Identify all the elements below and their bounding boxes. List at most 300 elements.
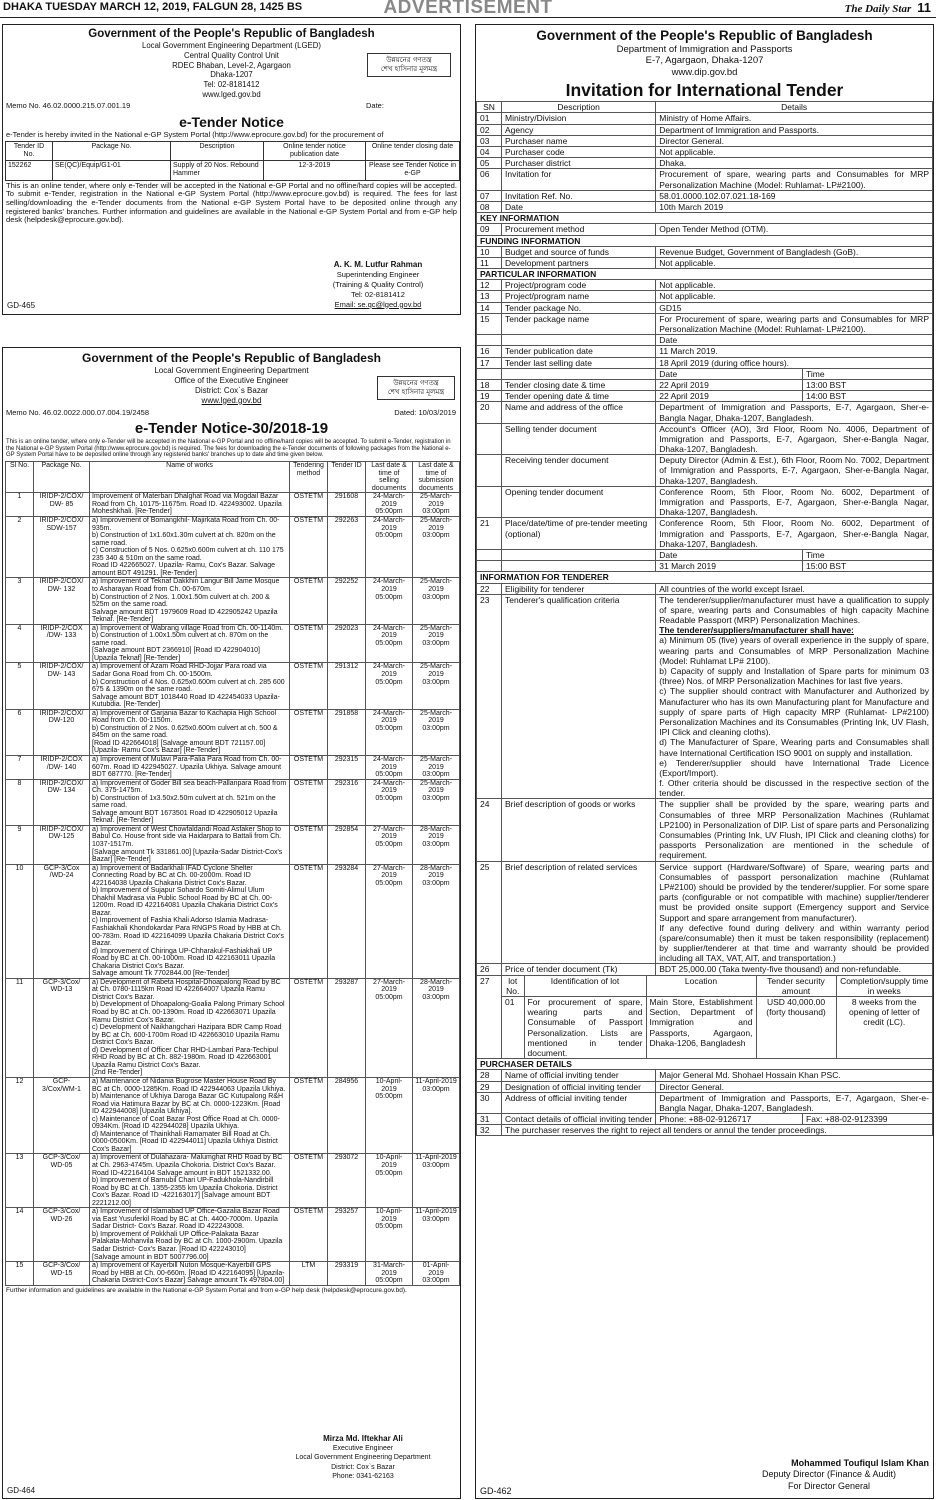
table-row (6, 578, 460, 624)
serial-no: 12 (6, 1077, 34, 1153)
details-text: The tenderer/supplier/manufacturer must have a qualification to supply of spare, wearing parts and Consumables of high capacity Machine Readable Passport (MRP) Personalization Machines. (659, 594, 929, 626)
lot-header-row (502, 976, 932, 997)
tender-id: 293257 (328, 1208, 366, 1262)
selling-deadline: 24-March-2019 05:00pm (366, 624, 413, 663)
table-row (6, 709, 460, 755)
tendering-method: OSTETM (290, 779, 328, 825)
tel-line: Tel: 02-8181412 (203, 80, 260, 90)
unit-line: Central Quality Control Unit (184, 50, 279, 60)
works-name: a) Improvement of Badarkhali IFAD Cyclone Shelter Connecting Road by BC at Ch. 00-2000m. Road ID 422164038 Upazila Chakaria District Cox's Bazar. b) Improvement of Sujapur Sohardo Somiti-Alimul Ulum Dhakhil Madrasa via Public School Road by BC at Ch. 00-1200m. Road ID 422164081 Upazila Chakaria District Cox's Bazar. c) Improvement of Fashia Khali Adorso Islamia Madrasa-Fashiakhali Khondokardar Para RNGPS Road by HBB at Ch. 00-783m. Road ID 422164099 Upazila Chakaria District Cox's Bazar. d) Improvement of Chiringa UP-Chharakul-Fashiakhali UP Road by BC at Ch. 00-1000m. Road ID 422163011 Upazila Chakaria District Cox's Bazar. Salvage amount Tk 7702844.00 [Re-Tender] (90, 864, 290, 978)
details-text: 58.01.0000.102.07.021.18-169 (659, 190, 776, 201)
tender-title: Invitation for International Tender (565, 80, 844, 101)
row-description: Tender package No. (502, 302, 656, 313)
submission-deadline: 25-March-2019 03:00pm (413, 755, 460, 779)
submission-deadline: 25-March-2019 03:00pm (413, 517, 460, 578)
signer-title: Executive Engineer (332, 1445, 394, 1453)
submission-deadline: 28-March-2019 03:00pm (413, 978, 460, 1077)
notice-title: e-Tender Notice (179, 113, 284, 130)
table-row (6, 978, 460, 1077)
office-line: Office of the Executive Engineer (174, 375, 289, 385)
package-table (5, 461, 460, 1286)
table-row (477, 158, 933, 169)
row-sn: 07 (477, 190, 502, 201)
tendering-method: OSTETM (290, 624, 328, 663)
table-row (477, 583, 933, 594)
table-row (6, 624, 460, 663)
row-description: Purchaser name (502, 135, 656, 146)
col-header: Last date & time of selling documents (366, 462, 413, 493)
serial-no: 6 (6, 709, 34, 755)
row-details (656, 486, 933, 518)
row-description: Agency (502, 124, 656, 135)
col-header: Package No. (34, 462, 90, 493)
col-header: Tendering method (290, 462, 328, 493)
row-sn: 31 (477, 1114, 502, 1125)
serial-no: 9 (6, 825, 34, 864)
col-header: Name of works (90, 462, 290, 493)
signer-title: Superintending Engineer (336, 270, 420, 280)
row-details (656, 147, 933, 158)
row-sn: 09 (477, 224, 502, 235)
tender-id: 292854 (328, 825, 366, 864)
details-text: 18 April 2019 (during office hours). (659, 357, 790, 368)
row-date: Date (656, 368, 803, 379)
row-details (656, 113, 933, 124)
details-item: e) Tenderer/supplier should have International Trade Licence (Export/Import). (659, 757, 929, 778)
row-description: Receiving tender document (502, 455, 656, 487)
gd-number: GD-465 (7, 301, 36, 310)
row-description: Opening tender document (502, 486, 656, 518)
selling-deadline: 10-April-2019 05:00pm (366, 1208, 413, 1262)
row-description (502, 561, 656, 572)
dated: Dated: 10/03/2019 (394, 407, 456, 417)
row-details (656, 280, 933, 291)
row-details (656, 799, 933, 861)
row-description: Contact details of official inviting tender (502, 1114, 656, 1125)
row-sn (477, 561, 502, 572)
row-date: Date (656, 549, 803, 560)
package-no: IRIDP-2/COX /DW- 140 (34, 755, 90, 779)
works-name: a) Improvement of Goder Bill sea beach-Pallanpara Road from Ch. 375-1475m. b) Construction of 1x3.50x2.50m culvert at ch. 521m on the same road. Salvage amount BDT 1673501 Road ID 422905012 Upazila Teknaf. [Re-Tender] (90, 779, 290, 825)
table-row (477, 246, 933, 257)
col-header: Online tender closing date (366, 142, 460, 161)
row-date: 22 April 2019 (656, 391, 803, 402)
tendering-method: OSTETM (290, 1077, 328, 1153)
row-description: Tender publication date (502, 346, 656, 357)
table-row (477, 1125, 933, 1136)
details-item: a) Minimum 05 (five) years of overall experience in the supply of spare, wearing parts and Consumables of MRP Personalization Machine (Model: Ruhlamat LP# 2100). (659, 635, 929, 666)
table-row (477, 1081, 933, 1092)
details-text: The supplier shall be provided by the spare, wearing parts and Consumables of three MRP Personalization Machines (Ruhlamat LP2100) in Personalization of DIP. List of spare parts and Personalizing Consumables (Printing Ink, UV Flush, IPI Click and cleaning cloths) for passports Personalization are mentioned in the schedule of requirement. (659, 799, 929, 861)
row-details: Department of Immigration and Passports, E-7, Agargaon, Sher-e-Bangla Nagar, Dhaka-1207, Bangladesh. (656, 1092, 933, 1113)
lged-etender-notice (2, 24, 461, 315)
row-date: 22 April 2019 (656, 379, 803, 390)
row-description: Selling tender document (502, 423, 656, 455)
details-text: GD15 (659, 302, 682, 313)
selling-deadline: 24-March-2019 05:00pm (366, 755, 413, 779)
serial-no: 5 (6, 663, 34, 709)
table-row (6, 1077, 460, 1153)
date-label: Date: (366, 100, 384, 110)
tendering-method: OSTETM (290, 578, 328, 624)
table-row (477, 379, 933, 390)
details-text: Not applicable. (659, 280, 716, 291)
row-sn (477, 368, 502, 379)
row-description (502, 368, 656, 379)
row-description: Tender closing date & time (502, 379, 656, 390)
col-header: Package No. (53, 142, 171, 161)
works-name: a) Development of Rabeta Hospital-Dhoapalong Road by BC at Ch. 0780-1115km Road ID 422664007 Upazila Ramu District Cox's Bazar. b) Development of Dhoapalong-Goalia Palong Primary School Road by BC at Ch. 00-1390m. Road ID 422663071 Upazila Ramu District Cox's Bazar. c) Development of Naikhangchari Hazipara BDR Camp Road by BC at Ch. 600-1700m Road ID 422663010 Upazila Ramu District Cox's Bazar. d) Development of Officer Char RHD-Lambari Para-Techipul RHD Road by BC at Ch. 882-1980m. Road ID 422663001 Upazila Ramu District Cox's Bazar. [2nd Re-Tender] (90, 978, 290, 1077)
selling-deadline: 24-March-2019 05:00pm (366, 517, 413, 578)
package-no: IRIDP-2/COX/ DW- 143 (34, 663, 90, 709)
details-text: Not applicable. (659, 291, 716, 302)
table-row (477, 335, 933, 346)
row-description: Project/program code (502, 280, 656, 291)
table-row (477, 1070, 933, 1081)
details-item: d) The Manufacturer of Spare, Wearing parts and Consumables shall have International Certification ISO 9001 on supply and installation. (659, 737, 929, 758)
tendering-method: OSTETM (290, 864, 328, 978)
row-details (656, 583, 933, 594)
table-row (477, 269, 933, 280)
table-row (477, 302, 933, 313)
lot-col-header: Identification of lot (524, 976, 646, 997)
serial-no: 10 (6, 864, 34, 978)
serial-no: 4 (6, 624, 34, 663)
details-text: Not applicable. (659, 257, 716, 268)
row-sn (477, 486, 502, 518)
details-text: 11 March 2019. (659, 346, 718, 357)
details-text: Procurement of spare, wearing parts and Consumables for MRP Personalization Machine (Model: Ruhlamat- LP#2100). (659, 169, 929, 190)
notice-title: e-Tender Notice-30/2018-19 (134, 419, 329, 437)
table-row (477, 1114, 933, 1125)
table-row (6, 1154, 460, 1208)
row-description: Name and address of the office (502, 402, 656, 423)
gd-number: GD-462 (480, 1486, 512, 1496)
row-sn: 13 (477, 291, 502, 302)
tender-id: 291858 (328, 709, 366, 755)
package-no: IRIDP-2/COX/ DW- 134 (34, 779, 90, 825)
row-details (656, 257, 933, 268)
submission-deadline: 25-March-2019 03:00pm (413, 779, 460, 825)
tender-id: 293319 (328, 1262, 366, 1286)
serial-no: 1 (6, 493, 34, 517)
selling-deadline: 10-April-2019 05:00pm (366, 1154, 413, 1208)
row-description: Purchaser district (502, 158, 656, 169)
tender-id: 291312 (328, 663, 366, 709)
signer-title: Deputy Director (Finance & Audit) (761, 1469, 897, 1480)
row-sn: 12 (477, 280, 502, 291)
web-line: www.dip.gov.bd (671, 67, 738, 79)
submission-deadline: 01-April-2019 03:00pm (413, 1262, 460, 1286)
table-row (477, 964, 933, 975)
memo-no: Memo No. 46.02.0022.000.07.004.19/2458 (6, 407, 150, 417)
details-item: c) The supplier should contract with Manufacturer and Authorized by Manufacturer who has its own Manufacturing plant for Manufacture and supply of spare parts of High capacity MRP (Ruhlamat- LP#2100) Personalization Machines and its Consumables (Printing Ink, UV Flash, IPI Click and cleaning cloths). (659, 686, 929, 738)
row-details (656, 455, 933, 487)
row-sn (477, 335, 502, 346)
table-row (6, 1208, 460, 1262)
body-text: This is an online tender, where only e-Tender will be accepted in the National e-GP Portal and no offline/hard copies will be accepted. To submit e-Tender, registration in the National e-GP System Portal (http://www.eprocure.gov.bd) is required. The fees for last selling/downloading the e-Tender documents from the National e-GP System Portal have to be deposited online through any registered banks' branches. Further information and guidelines are available in the National e-GP System Portal and from e-GP help desk (helpdesk@eprocure.gov.bd). (6, 180, 457, 225)
row-details (656, 158, 933, 169)
table-row (477, 549, 933, 560)
row-description: Name of official inviting tender (502, 1070, 656, 1081)
tendering-method: LTM (290, 1262, 328, 1286)
tendering-method: OSTETM (290, 493, 328, 517)
table-row (477, 518, 933, 550)
package-no: GCP-3/Cox/ WD-15 (34, 1262, 90, 1286)
table-row (6, 517, 460, 578)
row-sn: 02 (477, 124, 502, 135)
row-details (656, 346, 933, 357)
table-row (477, 346, 933, 357)
tender-id: 291608 (328, 493, 366, 517)
table-row (477, 1092, 933, 1113)
package-no: IRIDP-2/COX/ DW- 132 (34, 578, 90, 624)
tendering-method: OSTETM (290, 709, 328, 755)
row-description: Invitation for (502, 169, 656, 190)
section-heading: INFORMATION FOR TENDERER (477, 572, 933, 583)
details-text: Department of Immigration and Passports, E-7, Agargaon, Sher-e-Bangla Nagar, Dhaka-1207, Bangladesh. (659, 402, 929, 423)
tender-security: USD 40,000.00 (forty thousand) (756, 997, 836, 1059)
tendering-method: OSTETM (290, 663, 328, 709)
table-row (477, 113, 933, 124)
table-row (477, 486, 933, 518)
works-name: a) Improvement of West Chowfaldandi Road Asfaker Shop to Babul Co. House front side via Haidarpara to Battali from Ch. 1037-1517m. [Salvage amount Tk 331861.00] [Upazila-Sadar District-Cox's Bazar] [Re-Tender] (90, 825, 290, 864)
tender-id: 292316 (328, 779, 366, 825)
submission-deadline: 11-April-2019 03:00pm (413, 1208, 460, 1262)
works-name: a) Improvement of Wabrang village Road from Ch. 00-1140m. b) Construction of 1.00x1.50m culvert at ch. 870m on the same road. [Salvage amount BDT 2366910] [Road ID 422904010] [Upazila Teknaf] [Re-Tender] (90, 624, 290, 663)
serial-no: 3 (6, 578, 34, 624)
table-row (477, 224, 933, 235)
row-details (656, 291, 933, 302)
row-date: 31 March 2019 (656, 561, 803, 572)
works-name: a) Improvement of Mulavi Para-Falia Para Road from Ch. 00-607m. Road ID 422945027. Upazila Ukhiya. Salvage amount BDT 687770. [Re-Tender] (90, 755, 290, 779)
gov-heading: Government of the People's Republic of Bangladesh (536, 28, 873, 43)
row-details (656, 518, 933, 550)
package-no: GCP-3/Cox/ WD-26 (34, 1208, 90, 1262)
signer-email[interactable]: Email: se.qc@lged.gov.bd (334, 299, 422, 309)
details-subheading: The tenderer/suppliers/manufacturer shall have: (659, 625, 854, 636)
col-header: Last date & time of submission documents (413, 462, 460, 493)
section-heading: KEY INFORMATION (477, 213, 933, 224)
row-sn: 06 (477, 169, 502, 190)
row-sn: 19 (477, 391, 502, 402)
row-sn: 16 (477, 346, 502, 357)
table-row (477, 423, 933, 455)
row-time: Time (803, 549, 933, 560)
row-sn (477, 455, 502, 487)
paper-logo (845, 0, 931, 15)
signature-block (273, 1434, 453, 1481)
row-time: Time (803, 368, 933, 379)
serial-no: 13 (6, 1154, 34, 1208)
row-details (656, 302, 933, 313)
table-row (6, 493, 460, 517)
table-row (6, 1262, 460, 1286)
row-description: Development partners (502, 257, 656, 268)
details-text: Ministry of Home Affairs. (659, 113, 752, 124)
address-line: RDEC Bhaban, Level-2, Agargaon (172, 60, 291, 70)
tender-details-table (476, 101, 933, 1136)
table-row (477, 561, 933, 572)
submission-deadline: 11-April-2019 03:00pm (413, 1154, 460, 1208)
city-line: Dhaka-1207 (210, 70, 253, 80)
works-name: a) Improvement of Dulahazara- Malumghat RHD Road by BC at Ch. 2963-4745m. Upazila Chokoria. District Cox's Bazar. Road ID-422164104 Salvage amount in BDT 1521332.00. b) Improvement of Barnubil Chari UP-Fadukhola-Nandirbill Road by BC at Ch. 1355-2355 km Upazila Chokoria. District Cox's Bazar. Road ID -422163017] [Salvage amount BDT 2221212.00] (90, 1154, 290, 1208)
reserve-statement: The purchaser reserves the right to reject all tenders or annul the tender proceedings. (502, 1125, 933, 1136)
table-row (477, 313, 933, 334)
serial-no: 15 (6, 1262, 34, 1286)
table-row (477, 455, 933, 487)
row-details: Major General Md. Shohael Hossain Khan PSC. (656, 1070, 933, 1081)
row-details (656, 224, 933, 235)
motto-box (377, 376, 455, 400)
table-row (477, 257, 933, 268)
gov-heading: Government of the People's Republic of Bangladesh (82, 351, 381, 365)
footer-text: Further information and guidelines are available in the National e-GP System Portal and from e-GP help desk (helpdesk@eprocure.gov.bd). (6, 1286, 407, 1294)
coxs-bazar-etender-notice (2, 347, 461, 1499)
package-no: SE(QC)/Equip/G1-01 (53, 161, 171, 180)
tendering-method: OSTETM (290, 1154, 328, 1208)
package-no: GCP-3/Cox/ WD-05 (34, 1154, 90, 1208)
row-sn: 10 (477, 246, 502, 257)
table-row (477, 291, 933, 302)
table-row (477, 235, 933, 246)
table-row (6, 663, 460, 709)
details-text: Deputy Director (Admin & Est.), 6th Floor, Room No. 7002, Department of Immigration and Passports, E-7, Agargaon, Sher-e-Bangla Nagar, Dhaka-1207, Bangladesh. (659, 455, 929, 486)
table-row (477, 402, 933, 423)
selling-deadline: 10-April-2019 05:00pm (366, 1077, 413, 1153)
row-details (656, 135, 933, 146)
signer-phone: Phone: 0341-62163 (332, 1472, 394, 1480)
row-description: Purchaser code (502, 147, 656, 158)
col-header: Description (171, 142, 264, 161)
details-text: Conference Room, 5th Floor, Room No. 6002, Department of Immigration and Passports, E-7, Agargaon, Sher-e-Bangla Nagar, Dhaka-1207, Bangladesh. (659, 486, 929, 518)
tendering-method: OSTETM (290, 755, 328, 779)
selling-deadline: 24-March-2019 05:00pm (366, 663, 413, 709)
serial-no: 8 (6, 779, 34, 825)
works-name: a) Improvement of Garjania Bazar to Kachapia High School Road from Ch. 00-1150m. b) Construction of 2 Nos. 0.625x0.600m culvert at ch. 500 & 845m on the same road. [Road ID 422664018] [Salvage amount BDT 721157.00] [Upazila- Ramu Cox's Bazar] [Re-Tender] (90, 709, 290, 755)
table-row (6, 864, 460, 978)
lot-row (502, 997, 932, 1059)
col-header-sn: SN (477, 102, 502, 113)
col-header-details: Details (656, 102, 933, 113)
table-row (477, 861, 933, 964)
row-details (656, 402, 933, 423)
row-sn: 17 (477, 357, 502, 368)
selling-deadline: 27-March-2019 05:00pm (366, 825, 413, 864)
memo-no: Memo No. 46.02.0000.215.07.001.19 (6, 100, 131, 110)
serial-no: 2 (6, 517, 34, 578)
col-header: Tender ID No. (6, 142, 53, 161)
row-details (656, 246, 933, 257)
works-name: a) Improvement of Teknaf Dakkhin Langur Bill Jame Mosque to Asharayan Road from Ch. 00-670m. b) Construction of 2 Nos. 1.00x1.50m culvert at ch. 200 & 525m on the same road. Salvage amount BDT 1979609 Road ID 422905242 Upazila Teknaf. [Re-Tender] (90, 578, 290, 624)
tender-id: 293287 (328, 978, 366, 1077)
package-no: IRIDP-2/COX/ DW-125 (34, 825, 90, 864)
table-row (477, 799, 933, 861)
package-no: GCP-3/Cox/ WD-13 (34, 978, 90, 1077)
row-description: Eligibility for tenderer (502, 583, 656, 594)
details-item: b) Capacity of supply and Installation of Spare parts for minimum 03 (three) Nos. of MRP Personalization Machines for last five years. (659, 666, 929, 687)
details-text: Open Tender Method (OTM). (659, 224, 769, 235)
details-text: Date (659, 335, 678, 346)
table-row (477, 594, 933, 799)
col-header: Sl No. (6, 462, 34, 493)
lot-col-header: Location (646, 976, 756, 997)
signer-tel: Tel: 02-8181412 (351, 289, 405, 299)
table-row (6, 755, 460, 779)
lot-no: 01 (502, 997, 524, 1059)
signer-name: Mirza Md. Iftekhar Ali (323, 1434, 403, 1443)
package-no: IRIDP-2/COX/ DW- 85 (34, 493, 90, 517)
row-details (656, 201, 933, 212)
works-name: a) Improvement of Kayerbill Nuton Mosque-Kayerbill GPS Road by HBB at Ch. 00-660m. [Road ID 422164095] [Upazila-Chakaria District-Cox's Bazar] Salvage amount Tk 497804.00] (90, 1262, 290, 1286)
serial-no: 11 (6, 978, 34, 1077)
submission-deadline: 25-March-2019 03:00pm (413, 624, 460, 663)
lot-location: Main Store, Establishment Section, Department of Immigration and Passports, Agargaon, Dhaka-1206, Bangladesh (646, 997, 756, 1059)
row-description: Budget and source of funds (502, 246, 656, 257)
row-sn: 11 (477, 257, 502, 268)
web-line: www.lged.gov.bd (201, 395, 262, 405)
table-row (477, 1059, 933, 1070)
row-sn (477, 423, 502, 455)
row-description (502, 335, 656, 346)
lot-cell (502, 975, 933, 1059)
section-heading: FUNDING INFORMATION (477, 235, 933, 246)
section-heading: PURCHASER DETAILS (477, 1059, 933, 1070)
row-description: Address of official inviting tender (502, 1092, 656, 1113)
intro-text: This is an online tender, where only e-Tender will be accepted in the National e-GP Portal and no offline/hard copies will be accepted. To submit e-Tender, registration in the National e-GP System Portal (http://www.eprocure.gov.bd) is required. The fees for downloading the e-Tender documents of following packages from the National e-GP System Portal have to be deposited online through any registered banks' branches up to date and time given below. (6, 439, 451, 459)
signer-name: A. K. M. Lutfur Rahman (333, 260, 423, 269)
table-row (477, 280, 933, 291)
works-name: a) Improvement of Azam Road RHD-Jojjar Para road via Sadar Gona Road from Ch. 00-1500m. b) Construction of 4 Nos. 0.625x0.600m culvert at ch. 285 600 675 & 1390m on the same road. Salvage amount BDT 1018440 Road ID 422454033 Upazila-Kutubdia. [Re-Tender] (90, 663, 290, 709)
tender-id: 284956 (328, 1077, 366, 1153)
signer-unit: (Training & Quality Control) (332, 280, 424, 290)
row-sn: 26 (477, 964, 502, 975)
publication-date: 12-3-2019 (264, 161, 366, 180)
dip-international-tender (475, 24, 934, 1499)
row-description: Ministry/Division (502, 113, 656, 124)
row-sn: 29 (477, 1081, 502, 1092)
row-description: Designation of official inviting tender (502, 1081, 656, 1092)
package-no: GCP-3/Cox /WD-24 (34, 864, 90, 978)
address-line: E-7, Agargaon, Dhaka-1207 (645, 55, 764, 67)
contact-phone: Phone: +88-02-9126717 (656, 1114, 803, 1125)
details-text: Service support (Hardware/Software) of Spare, wearing parts and Consumables of passport personalization machine (Ruhlamat LP#2100) should be provided by the tenderer/supplier. For some spare parts (configurable or not compatible with machine) supplier/tenderer must be provided onsite support (Emergency support and Service Support and spare arrangement from manufacturer). (659, 861, 929, 923)
row-description (502, 549, 656, 560)
row-description: Price of tender document (Tk) (502, 964, 656, 975)
table-row (477, 357, 933, 368)
row-sn: 21 (477, 518, 502, 550)
table-row (477, 201, 933, 212)
table-row (477, 572, 933, 583)
details-text: Not applicable. (659, 147, 716, 158)
row-sn: 24 (477, 799, 502, 861)
row-description: Project/program name (502, 291, 656, 302)
row-sn: 27 (477, 975, 502, 1059)
details-text: All countries of the world except Israel. (659, 583, 805, 594)
row-sn: 08 (477, 201, 502, 212)
row-details (656, 861, 933, 964)
closing-date: Please see Tender Notice in e-GP (366, 161, 460, 180)
submission-deadline: 25-March-2019 03:00pm (413, 709, 460, 755)
row-time: 13:00 BST (803, 379, 933, 390)
tender-table (5, 141, 460, 180)
masthead (0, 0, 936, 18)
details-text: Department of Immigration and Passports. (659, 124, 819, 135)
details-text: Revenue Budget, Government of Bangladesh (GoB). (659, 246, 859, 257)
works-name: Improvement of Materbari Dhalghat Road via Mogdail Bazar Road from Ch. 10175-11675m. Road ID. 422493002. Upazila Moheshkhali. [Re-Tender] (90, 493, 290, 517)
table-row (477, 975, 933, 1059)
motto-line: শেখ হাসিনার মূলমন্ত্র (380, 65, 438, 74)
